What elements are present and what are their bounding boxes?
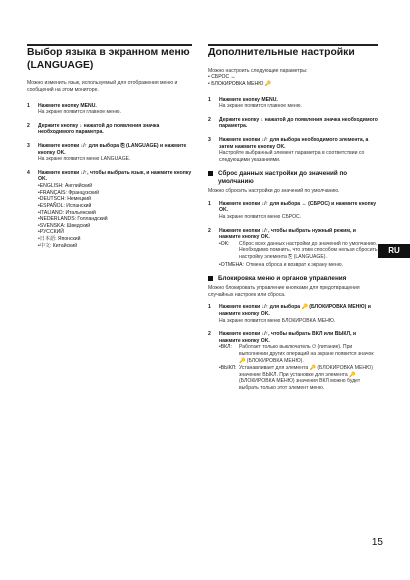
square-bullet-icon	[208, 276, 213, 281]
language-item: •РУССКИЙ	[38, 229, 64, 236]
language-section	[27, 44, 192, 256]
language-item: •SVENSKA: Шведский	[38, 222, 91, 229]
language-item: •FRANÇAIS: Французский	[38, 189, 99, 196]
page-number: 15	[371, 537, 383, 548]
bullet-menu-lock: • БЛОКИРОВКА МЕНЮ 🔑	[208, 80, 272, 87]
reset-option-ok: •OK: Сброс всех данных настройки до значений по умолчанию. Необходимо помнить, что этим способом нельзя сбросить настройку элемента ⎘ (LANGUAGE).	[219, 240, 378, 260]
reset-option-cancel: •ОТМЕНА: Отмена сброса и возврат к экрану меню.	[219, 261, 343, 268]
lock-intro: Можно блокировать управление кнопками для предотвращения случайных настроек или сброса.	[208, 285, 360, 298]
lock-section-heading: Блокировка меню и органов управления	[208, 275, 378, 283]
lock-step-1: 1 Нажмите кнопки ↓/↑ для выбора 🔑 (БЛОКИРОВКА МЕНЮ) и нажмите кнопку OK. На экране появится меню БЛОКИРОВКА МЕНЮ.	[208, 304, 371, 324]
language-step-4: 4 Нажмите кнопки ↓/↑, чтобы выбрать язык, и нажмите кнопку OK. •ENGLISH: Английский •FRANÇAIS: Французский •DEUTSCH: Немецкий •ESPAÑOL: Испанский •ITALIANO: Итальянский •NEDERLANDS: Голландский •SVENSKA: Шведский •РУССКИЙ •日本語: Японский •中文: Китайский	[27, 169, 192, 249]
square-bullet-icon	[208, 171, 213, 176]
reset-intro: Можно сбросить настройки до значений по умолчанию.	[208, 188, 340, 195]
language-item: •ESPAÑOL: Испанский	[38, 202, 92, 209]
lock-step-2: 2 Нажмите кнопки ↓/↑, чтобы выбрать ВКЛ или ВЫКЛ, и нажмите кнопку OK. •ВКЛ: Работает только выключатель ⏻ (питание). При выполнении других операций на экране появится значок 🔑 (БЛОКИРОВКА МЕНЮ). •ВЫКЛ: Устанавливает для элемента 🔑 (БЛОКИРОВКА МЕНЮ) значение ВЫКЛ. При установке для элемента 🔑 (БЛОКИРОВКА МЕНЮ) значения ВКЛ можно будет выбрать только этот элемент меню.	[208, 331, 378, 391]
language-step-1: 1 Нажмите кнопку MENU. На экране появится главное меню.	[27, 102, 121, 116]
language-section-title: Выбор языка в экранном меню (LANGUAGE)	[27, 44, 192, 72]
language-item: •DEUTSCH: Немецкий	[38, 196, 91, 203]
language-intro: Можно изменить язык, используемый для отображения меню и сообщений на этом мониторе.	[27, 80, 178, 93]
reset-step-1: 1 Нажмите кнопки ↓/↑ для выбора ↔ (СБРОС) и нажмите кнопку OK. На экране появится меню СБРОС.	[208, 200, 377, 220]
settings-step-2: 2 Держите кнопку ↓ нажатой до появления значка необходимого параметра.	[208, 116, 378, 130]
lock-option-off: •ВЫКЛ: Устанавливает для элемента 🔑 (БЛОКИРОВКА МЕНЮ) значение ВЫКЛ. При установке для элемента 🔑 (БЛОКИРОВКА МЕНЮ) значения ВКЛ можно будет выбрать только этот элемент меню.	[219, 365, 373, 391]
lock-option-on: •ВКЛ: Работает только выключатель ⏻ (питание). При выполнении других операций на экране появится значок 🔑 (БЛОКИРОВКА МЕНЮ).	[219, 344, 374, 364]
additional-settings-section	[208, 44, 378, 399]
settings-step-1: 1 Нажмите кнопку MENU. На экране появится главное меню.	[208, 96, 302, 110]
language-item: •日本語: Японский	[38, 235, 81, 242]
reset-step-2: 2 Нажмите кнопки ↓/↑, чтобы выбрать нужный режим, и нажмите кнопку OK. •OK: Сброс всех данных настройки до значений по умолчанию. Необходимо помнить, что этим способом нельзя сбросить настройку элемента ⎘ (LANGUAGE). •ОТМЕНА: Отмена сброса и возврат к экрану меню.	[208, 227, 378, 268]
language-list	[38, 183, 192, 249]
language-item: •NEDERLANDS: Голландский	[38, 216, 108, 223]
reset-section-heading: Сброс данных настройки до значений по умолчанию	[208, 170, 378, 186]
additional-settings-intro: Можно настроить следующие параметры:	[208, 67, 308, 74]
language-item: •中文: Китайский	[38, 242, 78, 249]
language-step-3: 3 Нажмите кнопки ↓/↑ для выбора ⎘ (LANGUAGE) и нажмите кнопку OK. На экране появится меню LANGUAGE.	[27, 143, 187, 163]
language-item: •ITALIANO: Итальянский	[38, 209, 96, 216]
bullet-reset: • СБРОС ↔	[208, 74, 236, 81]
additional-settings-title: Дополнительные настройки	[208, 44, 378, 60]
settings-step-3: 3 Нажмите кнопки ↓/↑ для выбора необходимого элемента, а затем нажмите кнопку OK. Настройте выбранный элемент параметра в соответствии со следующими указаниями.	[208, 136, 369, 163]
language-step-2: 2 Держите кнопку ↓ нажатой до появления значка необходимого параметра.	[27, 122, 160, 136]
language-item: •ENGLISH: Английский	[38, 183, 93, 190]
language-tab-ru: RU	[378, 244, 410, 258]
additional-settings-bullets	[208, 74, 378, 87]
